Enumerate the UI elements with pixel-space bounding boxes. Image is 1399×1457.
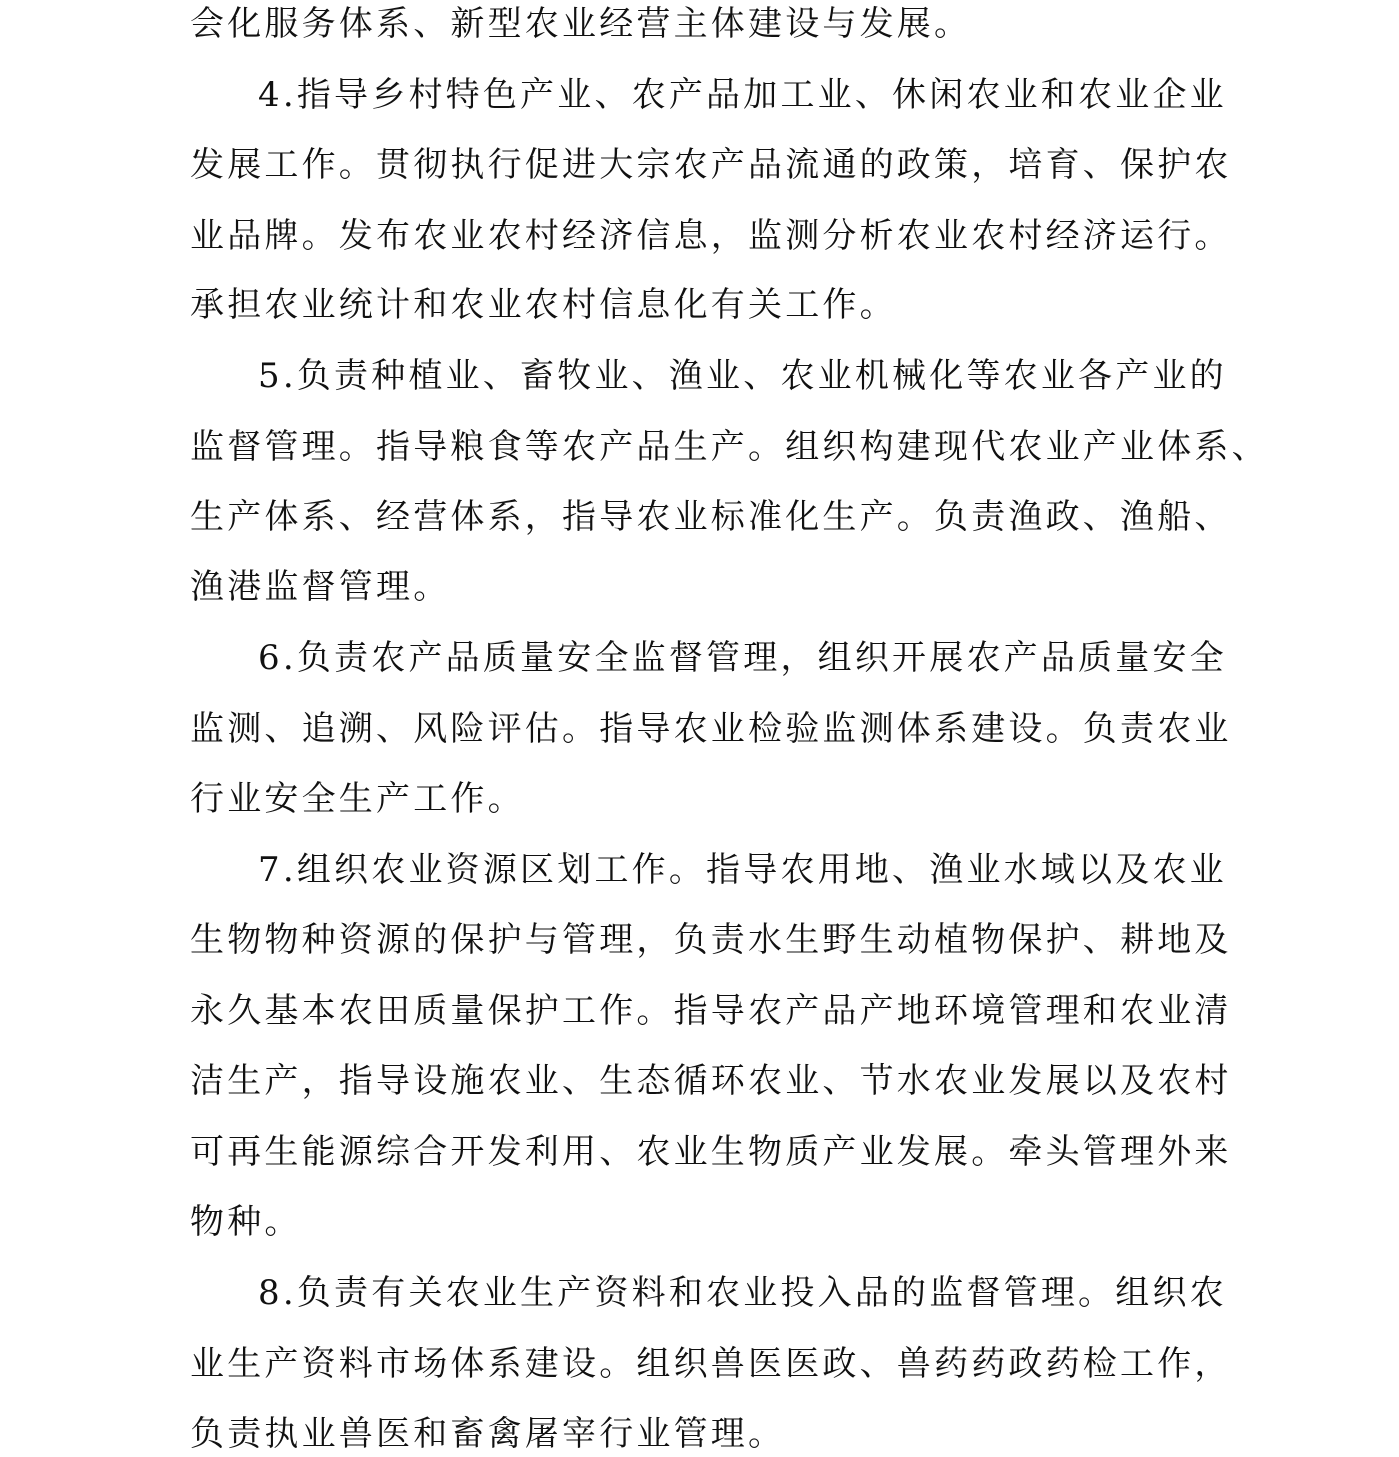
paragraph-line: 业品牌。发布农业农村经济信息，监测分析农业农村经济运行。 <box>190 216 1232 256</box>
paragraph-line: 生产体系、经营体系，指导农业标准化生产。负责渔政、渔船、 <box>190 497 1232 537</box>
paragraph-line: 行业安全生产工作。 <box>190 779 525 819</box>
paragraph-line: 洁生产，指导设施农业、生态循环农业、节水农业发展以及农村 <box>190 1061 1232 1101</box>
paragraph-line: 4.指导乡村特色产业、农产品加工业、休闲农业和农业企业 <box>258 75 1227 115</box>
paragraph-line: 8.负责有关农业生产资料和农业投入品的监督管理。组织农 <box>258 1273 1227 1313</box>
paragraph-line: 7.组织农业资源区划工作。指导农用地、渔业水域以及农业 <box>258 850 1227 890</box>
paragraph-line: 可再生能源综合开发利用、农业生物质产业发展。牵头管理外来 <box>190 1132 1232 1172</box>
paragraph-line: 监督管理。指导粮食等农产品生产。组织构建现代农业产业体系、 <box>190 427 1269 467</box>
paragraph-line: 物种。 <box>190 1202 302 1242</box>
paragraph-line: 会化服务体系、新型农业经营主体建设与发展。 <box>190 4 972 44</box>
paragraph-line: 发展工作。贯彻执行促进大宗农产品流通的政策，培育、保护农 <box>190 145 1232 185</box>
paragraph-line: 监测、追溯、风险评估。指导农业检验监测体系建设。负责农业 <box>190 709 1232 749</box>
paragraph-line: 永久基本农田质量保护工作。指导农产品产地环境管理和农业清 <box>190 991 1232 1031</box>
paragraph-line: 承担农业统计和农业农村信息化有关工作。 <box>190 285 897 325</box>
paragraph-line: 5.负责种植业、畜牧业、渔业、农业机械化等农业各产业的 <box>258 356 1227 396</box>
paragraph-line: 6.负责农产品质量安全监督管理，组织开展农产品质量安全 <box>258 638 1227 678</box>
paragraph-line: 业生产资料市场体系建设。组织兽医医政、兽药药政药检工作， <box>190 1344 1232 1384</box>
paragraph-line: 负责执业兽医和畜禽屠宰行业管理。 <box>190 1414 786 1454</box>
paragraph-line: 生物物种资源的保护与管理，负责水生野生动植物保护、耕地及 <box>190 920 1232 960</box>
paragraph-line: 渔港监督管理。 <box>190 567 451 607</box>
